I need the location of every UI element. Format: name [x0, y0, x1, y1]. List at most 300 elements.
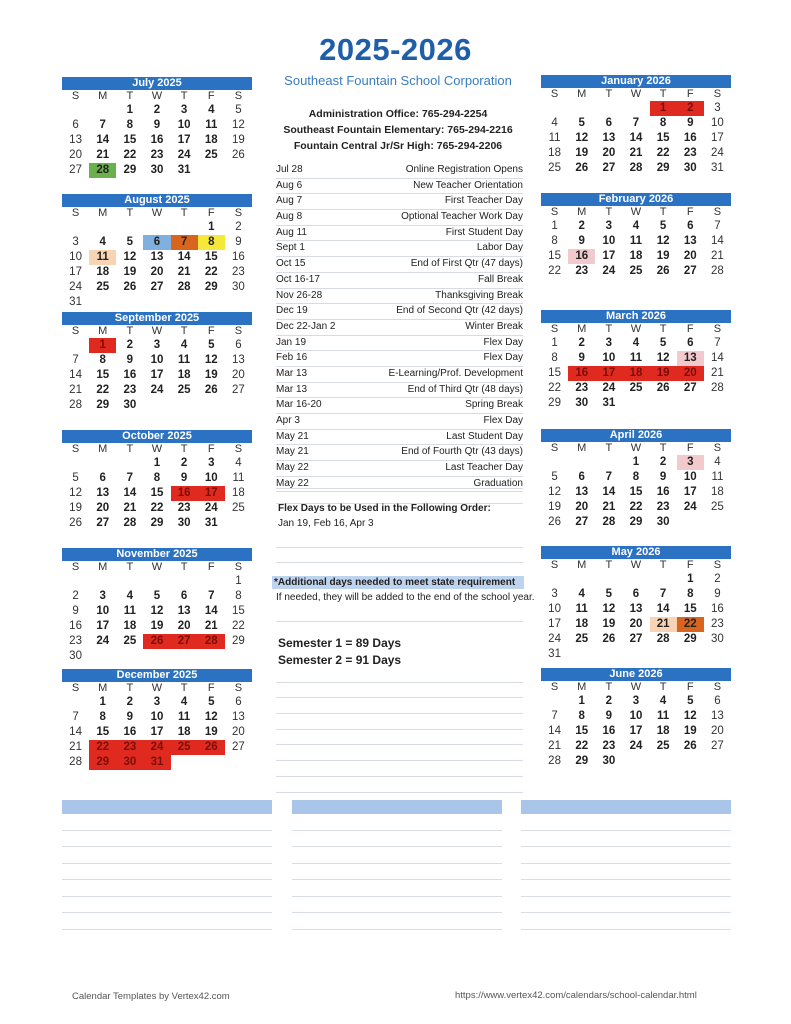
calendar-day: 29 — [683, 633, 697, 645]
calendar-day: 24 — [711, 147, 724, 159]
calendar-day: 25 — [123, 635, 137, 647]
week-row — [541, 264, 731, 279]
calendar-day: 12 — [548, 486, 561, 498]
calendar-day: 19 — [150, 620, 164, 632]
flex-days-heading: Flex Days to be Used in the Following Order: — [278, 503, 491, 514]
empty-day — [89, 456, 116, 471]
weekday-label: S — [713, 559, 722, 571]
calendar-day: 3 — [72, 236, 79, 248]
calendar-day: 5 — [551, 471, 558, 483]
calendar-day: 2 — [235, 221, 242, 233]
week-row — [541, 131, 731, 146]
calendar-day: 19 — [232, 134, 245, 146]
calendar-day: 4 — [659, 695, 667, 707]
calendar-day: 16 — [150, 134, 164, 146]
event-row — [276, 367, 523, 383]
month-calendar — [541, 429, 731, 530]
calendar-day: 28 — [198, 634, 225, 649]
event-date: May 22 — [276, 477, 309, 489]
calendar-day: 25 — [711, 501, 724, 513]
calendar-day: 19 — [204, 369, 218, 381]
calendar-day: 8 — [198, 235, 225, 250]
calendar-day: 23 — [123, 384, 137, 396]
school-name: Southeast Fountain School Corporation — [284, 73, 512, 88]
calendar-day: 4 — [235, 457, 242, 469]
event-name: Graduation — [473, 477, 523, 489]
event-name: Winter Break — [465, 320, 523, 332]
calendar-day: 13 — [69, 134, 82, 146]
calendar-day: 12 — [204, 354, 218, 366]
calendar-day: 14 — [711, 235, 724, 247]
weekday-label: F — [207, 443, 215, 455]
calendar-day: 5 — [72, 472, 79, 484]
week-row — [62, 574, 252, 589]
weekday-label: T — [126, 682, 134, 694]
empty-day — [171, 755, 198, 770]
week-row — [62, 516, 252, 531]
empty-day — [622, 754, 649, 769]
calendar-day: 29 — [123, 164, 137, 176]
calendar-day: 7 — [605, 471, 613, 483]
weekday-header — [62, 90, 252, 103]
calendar-day: 11 — [575, 603, 588, 615]
flex-days-list: Jan 19, Feb 16, Apr 3 — [278, 518, 374, 529]
empty-day — [650, 754, 677, 769]
event-row — [276, 304, 523, 320]
month-calendar — [62, 669, 252, 770]
calendar-day: 7 — [632, 117, 640, 129]
calendar-day: 28 — [69, 399, 82, 411]
event-date: Dec 22-Jan 2 — [276, 320, 336, 332]
calendar-day: 17 — [548, 618, 561, 630]
calendar-day: 1 — [89, 338, 116, 353]
event-name: Fall Break — [477, 273, 523, 285]
event-date: Aug 11 — [276, 226, 307, 238]
calendar-day: 6 — [143, 235, 170, 250]
weekday-label: T — [659, 442, 667, 454]
blank-lines — [276, 606, 523, 622]
calendar-day: 22 — [656, 147, 670, 159]
calendar-day: 17 — [629, 725, 643, 737]
empty-day — [143, 220, 170, 235]
calendar-day: 19 — [69, 502, 82, 514]
calendar-day: 31 — [548, 648, 561, 660]
calendar-day: 24 — [96, 635, 110, 647]
week-row — [62, 456, 252, 471]
month-calendar — [62, 548, 252, 664]
calendar-day: 17 — [177, 134, 191, 146]
event-date: Aug 7 — [276, 195, 303, 207]
weekday-label: T — [126, 90, 134, 102]
week-row — [541, 234, 731, 249]
week-row — [62, 501, 252, 516]
calendar-day: 13 — [232, 354, 245, 366]
week-row — [62, 634, 252, 649]
calendar-day: 28 — [123, 517, 137, 529]
empty-day — [225, 516, 252, 531]
empty-day — [541, 572, 568, 587]
calendar-day: 15 — [656, 132, 670, 144]
calendar-day: 16 — [568, 366, 595, 381]
calendar-day: 12 — [575, 132, 589, 144]
empty-day — [62, 103, 89, 118]
calendar-day: 8 — [687, 588, 694, 600]
week-row — [541, 739, 731, 754]
calendar-day: 29 — [204, 281, 218, 293]
calendar-day: 28 — [711, 265, 724, 277]
weekday-label: M — [577, 323, 587, 335]
weekday-label: S — [234, 682, 243, 694]
calendar-day: 19 — [683, 725, 697, 737]
week-row — [541, 381, 731, 396]
month-calendar — [541, 668, 731, 769]
week-row — [62, 604, 252, 619]
calendar-day: 23 — [177, 502, 191, 514]
weekday-label: F — [207, 90, 215, 102]
notes-box-1 — [62, 800, 272, 930]
calendar-day: 18 — [622, 366, 649, 381]
week-row — [62, 471, 252, 486]
calendar-day: 2 — [659, 456, 667, 468]
week-row — [541, 161, 731, 176]
weekday-label: T — [180, 443, 188, 455]
calendar-day: 10 — [69, 251, 82, 263]
calendar-day: 3 — [153, 339, 161, 351]
weekday-label: S — [71, 561, 80, 573]
empty-day — [677, 647, 704, 662]
calendar-day: 16 — [69, 620, 82, 632]
empty-day — [595, 572, 622, 587]
calendar-day: 2 — [578, 220, 585, 232]
calendar-day: 24 — [602, 382, 616, 394]
calendar-day: 22 — [123, 149, 137, 161]
calendar-day: 8 — [632, 471, 640, 483]
calendar-day: 28 — [602, 516, 616, 528]
calendar-day: 13 — [232, 711, 245, 723]
empty-day — [704, 647, 731, 662]
calendar-day: 17 — [602, 250, 616, 262]
calendar-day: 11 — [629, 235, 643, 247]
calendar-day: 18 — [177, 369, 191, 381]
month-title: December 2025 — [62, 669, 252, 682]
calendar-day: 2 — [605, 695, 613, 707]
empty-day — [62, 220, 89, 235]
calendar-day: 10 — [150, 711, 164, 723]
weekday-label: S — [550, 88, 559, 100]
week-row — [541, 724, 731, 739]
event-name: Flex Day — [483, 352, 523, 364]
month-calendar — [62, 194, 252, 310]
calendar-day: 30 — [711, 633, 724, 645]
week-row — [541, 602, 731, 617]
calendar-day: 2 — [578, 337, 585, 349]
calendar-day: 5 — [126, 236, 134, 248]
calendar-day: 8 — [153, 472, 161, 484]
calendar-day: 12 — [204, 711, 218, 723]
calendar-day: 4 — [180, 696, 188, 708]
calendar-day: 30 — [602, 755, 616, 767]
event-name: Flex Day — [483, 336, 523, 348]
calendar-day: 10 — [629, 710, 643, 722]
calendar-day: 24 — [69, 281, 82, 293]
weekday-label: W — [630, 88, 642, 100]
footer-url[interactable]: https://www.vertex42.com/calendars/school-calendar.html — [455, 990, 697, 1001]
event-name: First Teacher Day — [444, 195, 523, 207]
calendar-day: 9 — [687, 117, 694, 129]
calendar-day: 9 — [153, 119, 161, 131]
calendar-day: 1 — [235, 575, 242, 587]
calendar-day: 21 — [69, 741, 82, 753]
week-row — [62, 163, 252, 178]
empty-day — [116, 649, 143, 664]
calendar-day: 17 — [711, 132, 724, 144]
calendar-day: 19 — [602, 618, 616, 630]
calendar-day: 15 — [548, 250, 561, 262]
calendar-day: 6 — [687, 337, 694, 349]
week-row — [62, 353, 252, 368]
calendar-day: 20 — [711, 725, 724, 737]
calendar-day: 18 — [96, 266, 110, 278]
calendar-day: 10 — [150, 354, 164, 366]
calendar-day: 5 — [578, 117, 585, 129]
week-row — [541, 572, 731, 587]
calendar-day: 28 — [89, 163, 116, 178]
empty-day — [704, 515, 731, 530]
calendar-day: 30 — [123, 399, 137, 411]
calendar-day: 27 — [683, 265, 697, 277]
week-row — [62, 295, 252, 310]
weekday-label: T — [659, 88, 667, 100]
calendar-day: 26 — [683, 740, 697, 752]
calendar-day: 2 — [126, 339, 134, 351]
calendar-day: 25 — [656, 740, 670, 752]
calendar-day: 13 — [683, 235, 697, 247]
event-row — [276, 257, 523, 273]
calendar-day: 12 — [656, 352, 670, 364]
calendar-day: 29 — [96, 399, 110, 411]
weekday-label: S — [550, 681, 559, 693]
calendar-day: 22 — [96, 384, 110, 396]
calendar-day: 10 — [548, 603, 561, 615]
calendar-day: 8 — [551, 235, 558, 247]
calendar-day: 20 — [69, 149, 82, 161]
weekday-label: S — [71, 90, 80, 102]
calendar-day: 16 — [232, 251, 245, 263]
event-date: May 21 — [276, 430, 309, 442]
week-row — [541, 754, 731, 769]
calendar-day: 28 — [711, 382, 724, 394]
calendar-day: 26 — [143, 634, 170, 649]
week-row — [541, 632, 731, 647]
calendar-day: 14 — [656, 603, 670, 615]
calendar-day: 6 — [99, 472, 106, 484]
empty-day — [225, 755, 252, 770]
empty-day — [622, 101, 649, 116]
empty-day — [198, 398, 225, 413]
empty-day — [143, 574, 170, 589]
month-title: May 2026 — [541, 546, 731, 559]
weekday-label: W — [630, 442, 642, 454]
calendar-day: 23 — [69, 635, 82, 647]
calendar-day: 23 — [575, 382, 589, 394]
event-date: Aug 8 — [276, 211, 303, 223]
calendar-day: 8 — [551, 352, 558, 364]
event-date: Jan 19 — [276, 336, 307, 348]
event-date: Mar 16-20 — [276, 399, 322, 411]
calendar-day: 2 — [153, 104, 161, 116]
week-row — [62, 338, 252, 353]
office-contacts — [272, 106, 524, 154]
week-row — [541, 470, 731, 485]
weekday-header — [62, 561, 252, 574]
empty-day — [171, 398, 198, 413]
calendar-day: 7 — [659, 588, 667, 600]
calendar-day: 5 — [659, 337, 667, 349]
weekday-label: F — [686, 206, 694, 218]
calendar-day: 4 — [632, 337, 640, 349]
calendar-day: 22 — [89, 740, 116, 755]
notes-box-2 — [292, 800, 502, 930]
empty-day — [143, 295, 170, 310]
weekday-label: W — [151, 443, 163, 455]
week-row — [62, 368, 252, 383]
office-line: Fountain Central Jr/Sr High: 765-294-2206 — [293, 140, 503, 152]
empty-day — [198, 295, 225, 310]
weekday-label: T — [605, 559, 613, 571]
empty-day — [171, 574, 198, 589]
weekday-label: M — [577, 681, 587, 693]
calendar-day: 5 — [153, 590, 161, 602]
calendar-day: 29 — [89, 755, 116, 770]
calendar-day: 16 — [123, 726, 137, 738]
weekday-label: F — [207, 325, 215, 337]
calendar-day: 4 — [578, 588, 585, 600]
calendar-day: 7 — [126, 472, 134, 484]
calendar-day: 10 — [602, 352, 616, 364]
event-row — [276, 226, 523, 242]
calendar-day: 25 — [171, 740, 198, 755]
calendar-day: 14 — [711, 352, 724, 364]
calendar-day: 1 — [650, 101, 677, 116]
office-line: Southeast Fountain Elementary: 765-294-2216 — [283, 124, 513, 136]
month-title: August 2025 — [62, 194, 252, 207]
calendar-day: 19 — [548, 501, 561, 513]
event-name: Optional Teacher Work Day — [401, 211, 523, 223]
calendar-day: 27 — [683, 382, 697, 394]
calendar-day: 20 — [683, 250, 697, 262]
week-row — [62, 649, 252, 664]
calendar-day: 27 — [69, 164, 82, 176]
week-row — [541, 336, 731, 351]
calendar-day: 8 — [99, 354, 106, 366]
weekday-label: F — [686, 442, 694, 454]
empty-day — [225, 398, 252, 413]
calendar-day: 2 — [126, 696, 134, 708]
calendar-day: 3 — [180, 104, 188, 116]
week-row — [541, 219, 731, 234]
weekday-header — [541, 323, 731, 336]
event-date: Dec 19 — [276, 305, 308, 317]
weekday-label: M — [98, 443, 108, 455]
calendar-day: 27 — [232, 741, 245, 753]
calendar-day: 14 — [69, 369, 82, 381]
week-row — [541, 116, 731, 131]
event-date: Nov 26-28 — [276, 289, 323, 301]
event-date: Aug 6 — [276, 179, 303, 191]
calendar-day: 25 — [629, 265, 643, 277]
weekday-label: M — [98, 682, 108, 694]
calendar-day: 27 — [232, 384, 245, 396]
empty-day — [650, 647, 677, 662]
month-calendar — [541, 546, 731, 662]
calendar-day: 30 — [116, 755, 143, 770]
additional-days-note-heading: *Additional days needed to meet state requirement — [272, 576, 524, 589]
calendar-day: 26 — [602, 633, 616, 645]
event-date: May 21 — [276, 446, 309, 458]
calendar-day: 1 — [126, 104, 134, 116]
calendar-day: 4 — [208, 104, 215, 116]
calendar-day: 15 — [232, 605, 245, 617]
event-date: Mar 13 — [276, 367, 308, 379]
calendar-day: 30 — [150, 164, 164, 176]
month-title: November 2025 — [62, 548, 252, 561]
month-calendar — [541, 75, 731, 176]
empty-day — [116, 295, 143, 310]
weekday-label: S — [713, 681, 722, 693]
calendar-day: 12 — [232, 119, 245, 131]
calendar-day: 3 — [551, 588, 558, 600]
blank-lines — [276, 473, 523, 504]
weekday-label: T — [180, 207, 188, 219]
calendar-day: 14 — [548, 725, 561, 737]
calendar-day: 8 — [126, 119, 134, 131]
calendar-day: 17 — [96, 620, 110, 632]
calendar-day: 15 — [123, 134, 137, 146]
calendar-day: 12 — [683, 710, 697, 722]
calendar-day: 23 — [150, 149, 164, 161]
empty-day — [116, 574, 143, 589]
event-row — [276, 336, 523, 352]
calendar-day: 30 — [575, 397, 589, 409]
calendar-day: 15 — [683, 603, 697, 615]
week-row — [541, 366, 731, 381]
calendar-day: 2 — [677, 101, 704, 116]
calendar-day: 19 — [656, 250, 670, 262]
calendar-day: 23 — [656, 501, 670, 513]
calendar-day: 6 — [180, 590, 188, 602]
calendar-day: 3 — [605, 337, 613, 349]
week-row — [62, 280, 252, 295]
weekday-label: T — [605, 88, 613, 100]
calendar-day: 30 — [177, 517, 191, 529]
event-date: May 22 — [276, 462, 309, 474]
week-row — [541, 146, 731, 161]
week-row — [62, 695, 252, 710]
week-row — [62, 133, 252, 148]
weekday-label: S — [234, 90, 243, 102]
calendar-day: 25 — [96, 281, 110, 293]
calendar-day: 24 — [548, 633, 561, 645]
calendar-day: 1 — [578, 695, 585, 707]
calendar-day: 11 — [629, 352, 643, 364]
empty-day — [62, 574, 89, 589]
weekday-label: W — [151, 90, 163, 102]
empty-day — [622, 396, 649, 411]
calendar-day: 23 — [683, 147, 697, 159]
calendar-day: 15 — [96, 726, 110, 738]
calendar-day: 31 — [177, 164, 191, 176]
weekday-label: F — [686, 559, 694, 571]
